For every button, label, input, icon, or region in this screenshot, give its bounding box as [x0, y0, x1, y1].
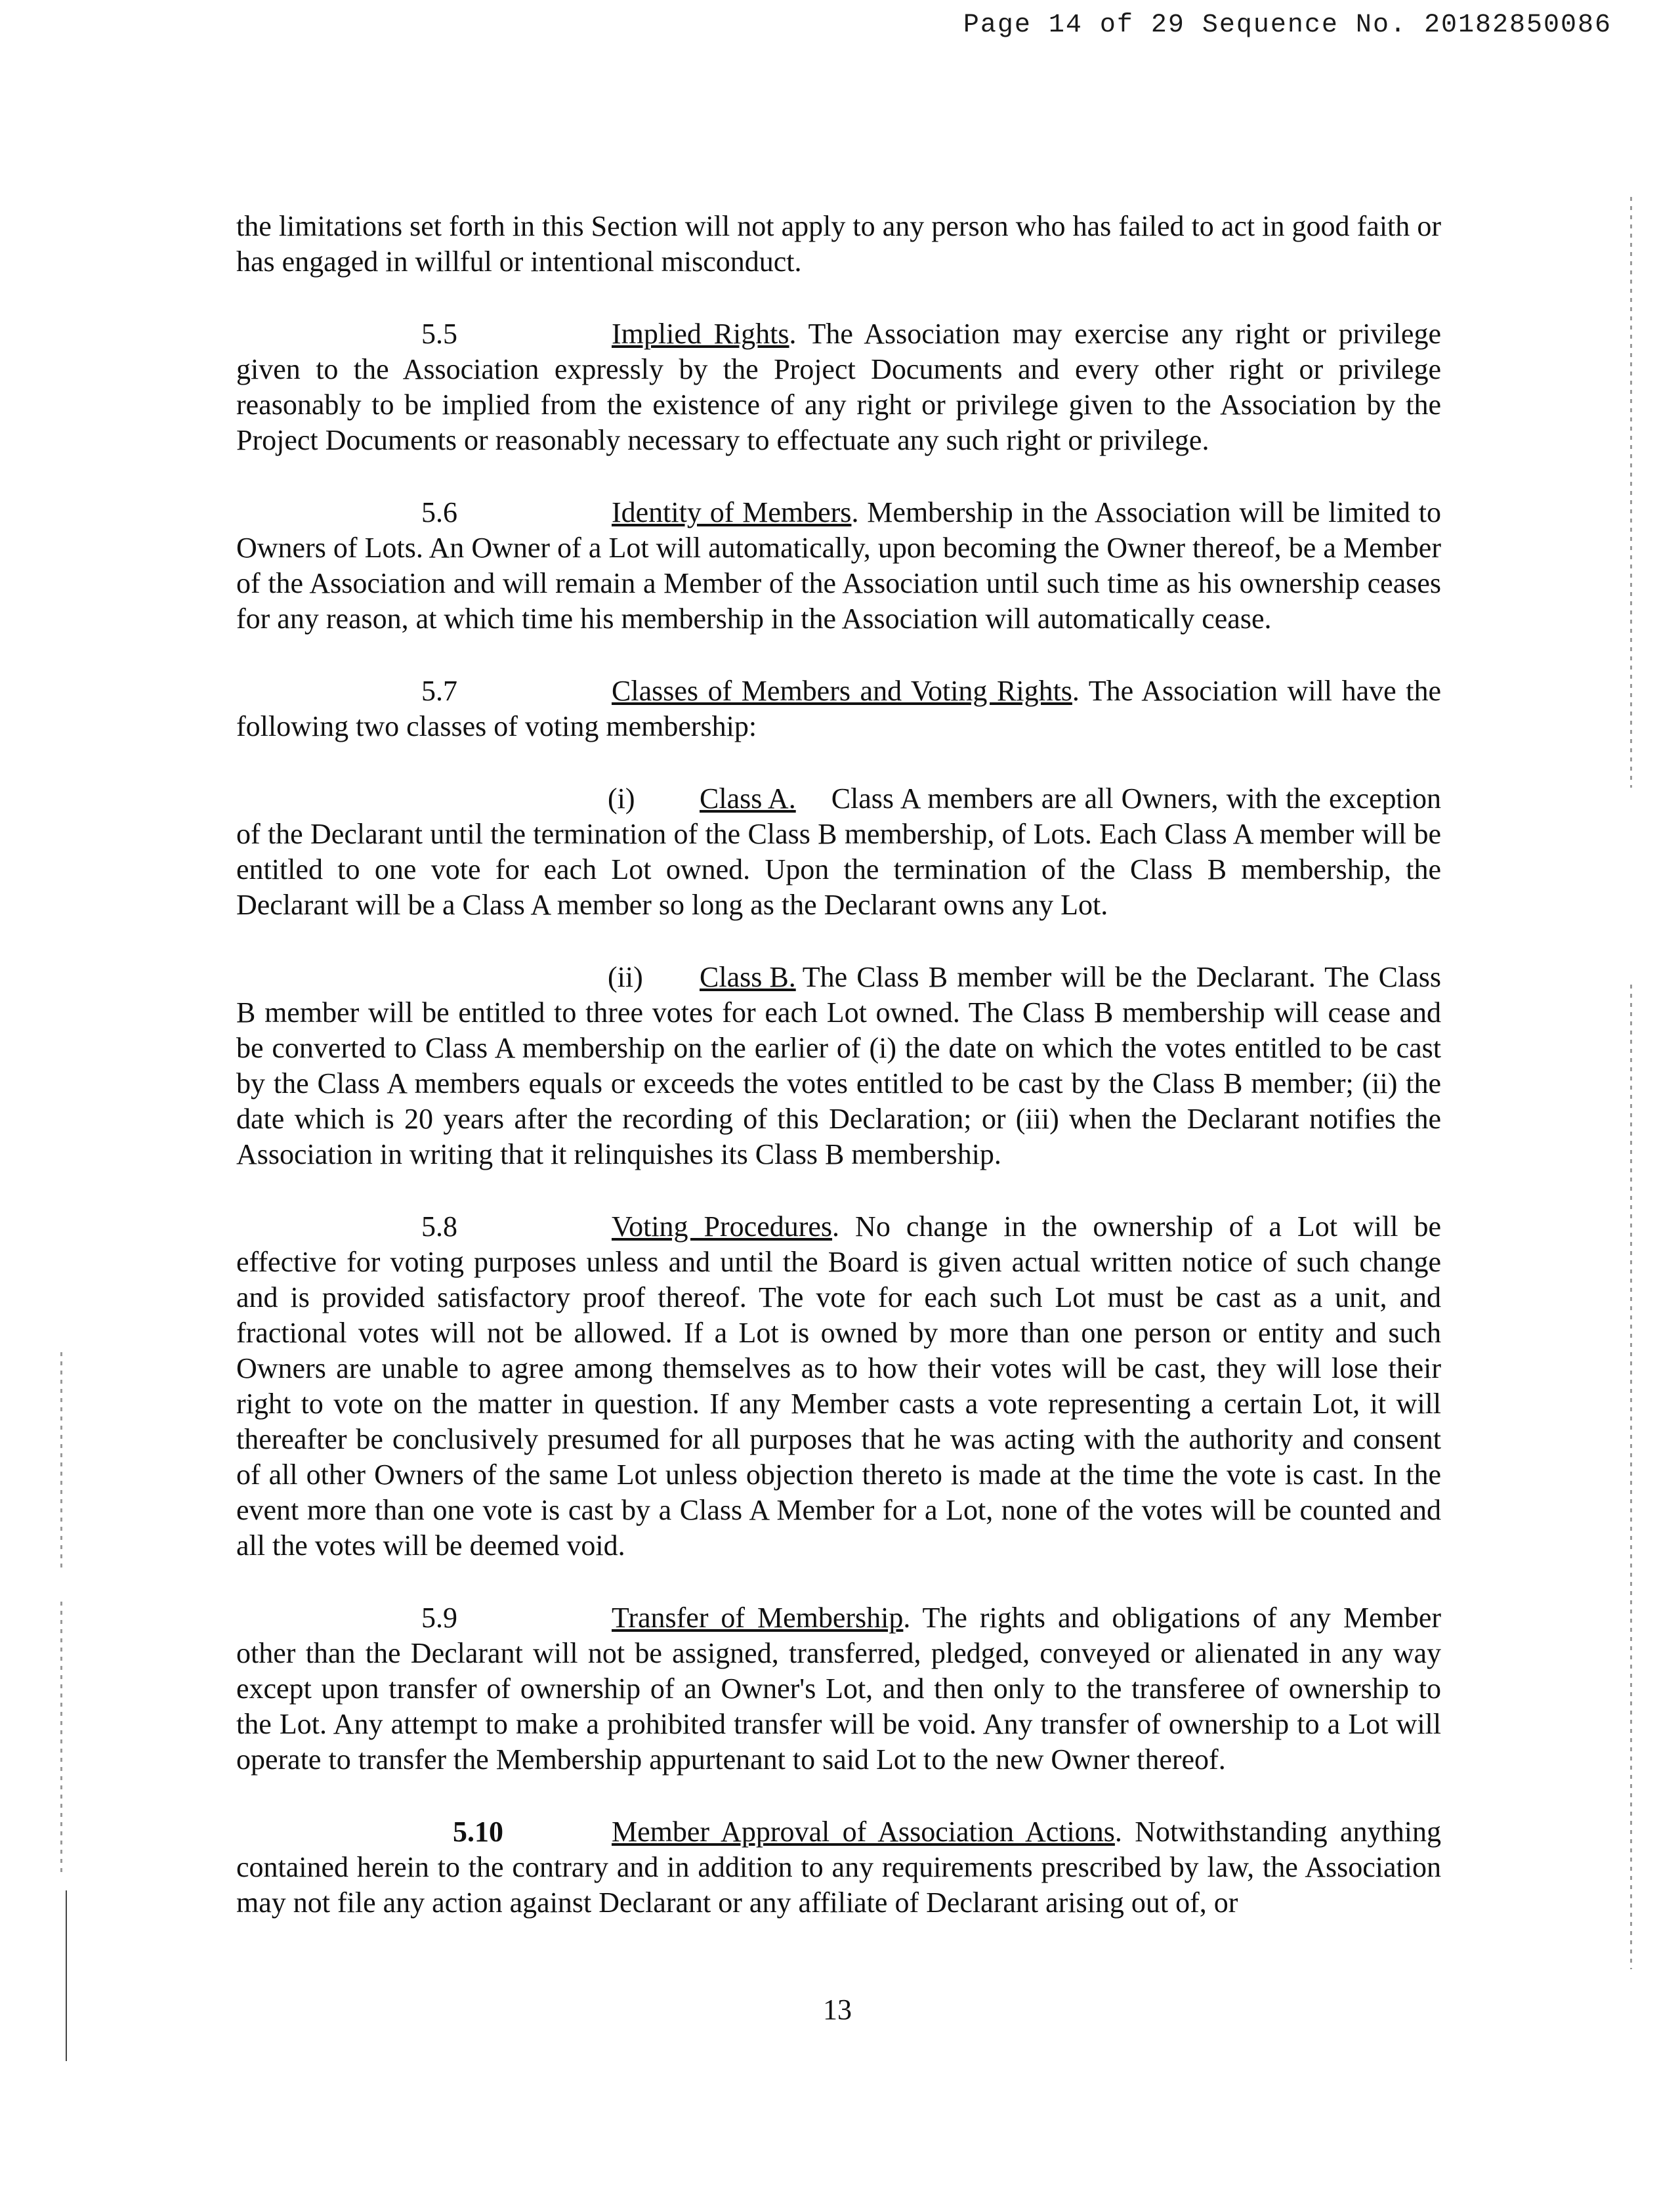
section-5-10 — [236, 1814, 1441, 1921]
subsection-class-a — [236, 781, 1441, 923]
scan-artifact-left-solid — [66, 1890, 67, 2061]
section-number: 5.7 — [421, 675, 457, 707]
subsection-class-b — [236, 960, 1441, 1172]
section-heading: Transfer of Membership — [612, 1602, 904, 1634]
section-number: 5.8 — [421, 1210, 457, 1243]
section-text: . Membership in the Association will be limited to Owners of Lots. An Owner of a Lot will automatically, upon becoming the Owner thereof, be a Member of the Association and will remain a Member of the Association until such time as his ownership ceases for any reason, at which time his membership in the Association will automatically cease. — [236, 496, 1441, 635]
scan-artifact-right — [1630, 197, 1632, 788]
document-body — [236, 209, 1441, 1957]
section-heading: Identity of Members — [612, 496, 852, 528]
section-heading: Classes of Members and Voting Rights — [612, 675, 1072, 707]
page-sequence-header: Page 14 of 29 Sequence No. 20182850086 — [963, 11, 1612, 40]
subsection-heading: Class B. — [700, 961, 796, 993]
section-5-5 — [236, 316, 1441, 458]
section-heading: Member Approval of Association Actions — [612, 1816, 1115, 1848]
section-5-8 — [236, 1209, 1441, 1564]
section-number: 5.5 — [421, 318, 457, 350]
subsection-text: The Class B member will be the Declarant. The Class B member will be entitled to three votes for each Lot owned. The Class B membership will cease and be converted to Class A membership on the earlier of (i) the date on which the votes entitled to be cast by the Class A members equals or exceeds the votes entitled to be cast by the Class B member; (ii) the date which is 20 years after the recording of this Declaration; or (iii) when the Declarant notifies the Association in writing that it relinquishes its Class B membership. — [236, 961, 1441, 1170]
subsection-number: (i) — [608, 782, 635, 815]
scan-artifact-right-lower — [1630, 985, 1632, 1969]
section-5-7 — [236, 673, 1441, 744]
scan-artifact-left-lower — [60, 1602, 62, 1877]
section-heading: Implied Rights — [612, 318, 789, 350]
section-number: 5.6 — [421, 496, 457, 528]
section-text: . The rights and obligations of any Member other than the Declarant will not be assigned, transferred, pledged, conveyed or alienated in any way except upon transfer of ownership of an Owner's Lot, and then only to the transferee of ownership to the Lot. Any attempt to make a prohibited transfer will be void. Any transfer of ownership to a Lot will operate to transfer the Membership appurtenant to said Lot to the new Owner thereof. — [236, 1602, 1441, 1776]
section-text: . The Association will have the following two classes of voting membership: — [236, 675, 1441, 742]
section-heading: Voting Procedures — [612, 1210, 833, 1243]
section-text: . No change in the ownership of a Lot will be effective for voting purposes unless and until the Board is given actual written notice of such change and is provided satisfactory proof thereof. The vote for each such Lot must be cast as a unit, and fractional votes will not be allowed. If a Lot is owned by more than one person or entity and such Owners are unable to agree among themselves as to how their votes will be cast, they will lose their right to vote on the matter in question. If any Member casts a vote representing a certain Lot, it will thereafter be conclusively presumed for all purposes that he was acting with the authority and consent of all other Owners of the same Lot unless objection thereto is made at the time the vote is cast. In the event more than one vote is cast by a Class A Member for a Lot, none of the votes will be counted and all the votes will be deemed void. — [236, 1210, 1441, 1562]
subsection-heading: Class A. — [700, 782, 796, 815]
section-5-9 — [236, 1600, 1441, 1778]
page-number-text: 13 — [823, 1993, 852, 2026]
page-number — [0, 1993, 1680, 2026]
subsection-text: Class A members are all Owners, with the exception of the Declarant until the termination of the Class B membership, of Lots. Each Class A member will be entitled to one vote for each Lot owned. Upon the termination of the Class B membership, the Declarant will be a Class A member so long as the Declarant owns any Lot. — [236, 782, 1441, 921]
section-number: 5.10 — [453, 1816, 503, 1848]
section-text: . The Association may exercise any right or privilege given to the Association expressly by the Project Documents and every other right or privilege reasonably to be implied from the existence of any right or privilege given to the Association by the Project Documents or reasonably necessary to effectuate any such right or privilege. — [236, 318, 1441, 456]
subsection-number: (ii) — [608, 961, 643, 993]
section-number: 5.9 — [421, 1602, 457, 1634]
scan-artifact-left — [60, 1352, 62, 1569]
section-5-6 — [236, 495, 1441, 637]
continuation-paragraph: the limitations set forth in this Section will not apply to any person who has failed to act in good faith or has engaged in willful or intentional misconduct. — [236, 210, 1441, 278]
section-text: . Notwithstanding anything contained herein to the contrary and in addition to any requirements prescribed by law, the Association may not file any action against Declarant or any affiliate of Declarant arising out of, or — [236, 1816, 1441, 1919]
